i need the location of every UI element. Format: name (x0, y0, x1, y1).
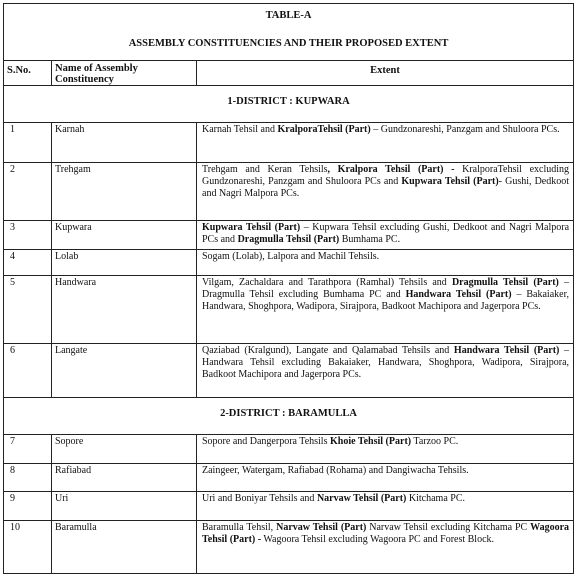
extent-bold-segment: Dragmulla Tehsil (Part) (237, 234, 340, 245)
extent-cell (197, 123, 574, 163)
table-row (4, 163, 574, 221)
extent-cell (197, 521, 574, 574)
district-cell (4, 398, 574, 435)
extent-segment: Qaziabad (Kralgund), Langate and Qalamabad Tehsils and (202, 345, 454, 356)
extent-cell (197, 221, 574, 250)
table-row (4, 250, 574, 276)
table-title-cell (4, 4, 574, 61)
table-title: ASSEMBLY CONSTITUENCIES AND THEIR PROPOSED EXTENT (128, 38, 449, 49)
table-row (4, 221, 574, 250)
constituency-name-cell: Trehgam (52, 163, 197, 221)
table-row (4, 492, 574, 521)
extent-segment: - Gushi, Dedkoot and Nagri Malpora PCs. (202, 176, 570, 199)
extent-segment: Baramulla Tehsil, (202, 522, 277, 533)
district-title: 1-DISTRICT : KUPWARA (227, 96, 350, 107)
sno-cell: 10 (4, 521, 52, 574)
header-sno: S.No. (4, 61, 52, 86)
constituency-name-cell: Uri (52, 492, 197, 521)
extent-bold-segment: Narvaw Tehsil (Part) (316, 493, 407, 504)
extent-bold-segment: Wagoora Tehsil (Part) - (202, 522, 570, 545)
extent-cell (197, 163, 574, 221)
extent-bold-segment: Kupwara Tehsil (Part) (401, 176, 499, 187)
table-row (4, 435, 574, 464)
extent-cell (197, 344, 574, 398)
table-row (4, 521, 574, 574)
sno-cell: 8 (4, 464, 52, 492)
extent-bold-segment: Kupwara Tehsil (Part) (202, 222, 301, 233)
table-row (4, 464, 574, 492)
header-row (4, 61, 574, 86)
table-row (4, 344, 574, 398)
table-row (4, 123, 574, 163)
sno-cell: 3 (4, 221, 52, 250)
sno-cell: 9 (4, 492, 52, 521)
extent-segment: Zaingeer, Watergam, Rafiabad (Rohama) and Dangiwacha Tehsils. (202, 465, 469, 476)
district-row (4, 398, 574, 435)
table-label: TABLE-A (265, 10, 312, 21)
extent-segment: – Bakaiaker, Handwara, Shoghpora, Wadipora, Sirajpora, Badkoot Machipora and Jagerpora PCs. (202, 289, 570, 312)
extent-segment: Uri and Boniyar Tehsils and (202, 493, 317, 504)
district-cell (4, 86, 574, 123)
extent-segment: Karnah Tehsil and (202, 124, 278, 135)
extent-bold-segment: Khoie Tehsil (Part) (329, 436, 412, 447)
extent-segment: – Handwara Tehsil excluding Bakaiaker, Handwara, Shoghpora, Wadipora, Sirajpora, Badkoot Machipora and Jagerpora PCs. (202, 345, 570, 380)
extent-segment: Narvaw Tehsil excluding Kitchama PC (366, 522, 531, 533)
extent-segment: Sogam (Lolab), Lalpora and Machil Tehsils. (202, 251, 380, 262)
district-row (4, 86, 574, 123)
extent-segment: Trehgam and Keran Tehsils (202, 164, 328, 175)
extent-bold-segment: Dragmulla Tehsil (Part) (451, 277, 559, 288)
extent-segment: Bumhama PC. (339, 234, 401, 245)
constituency-name-cell: Rafiabad (52, 464, 197, 492)
document (3, 3, 573, 574)
extent-segment: KralporaTehsil excluding Gundzonareshi, Panzgam and Shuloora PCs and (202, 164, 570, 187)
district-title: 2-DISTRICT : BARAMULLA (220, 408, 357, 419)
sno-cell: 5 (4, 276, 52, 344)
extent-segment: – Kupwara Tehsil excluding Gushi, Dedkoot and Nagri Malpora PCs and (202, 222, 570, 245)
extent-cell (197, 492, 574, 521)
extent-bold-segment: , Kralpora Tehsil (Part) - (327, 164, 455, 175)
extent-bold-segment: Handwara Tehsil (Part) (405, 289, 512, 300)
extent-segment: Wagoora Tehsil excluding Wagoora PC and Forest Block. (261, 534, 495, 545)
sno-cell: 2 (4, 163, 52, 221)
sno-cell: 7 (4, 435, 52, 464)
extent-segment: Tarzoo PC. (411, 436, 459, 447)
extent-segment: – Gundzonareshi, Panzgam and Shuloora PCs. (370, 124, 560, 135)
constituency-name-cell: Kupwara (52, 221, 197, 250)
constituency-name-cell: Lolab (52, 250, 197, 276)
extent-bold-segment: KralporaTehsil (Part) (277, 124, 371, 135)
extent-segment: Sopore and Dangerpora Tehsils (202, 436, 330, 447)
header-name: Name of Assembly Constituency (52, 61, 197, 86)
extent-segment: Vilgam, Zachaldara and Tarathpora (Ramhal) Tehsils and (202, 277, 452, 288)
extent-cell (197, 464, 574, 492)
header-extent: Extent (197, 61, 574, 86)
table-row (4, 276, 574, 344)
extent-segment: Kitchama PC. (406, 493, 465, 504)
extent-segment: – Dragmulla Tehsil excluding Bumhama PC and (202, 277, 570, 300)
constituency-name-cell: Karnah (52, 123, 197, 163)
sno-cell: 1 (4, 123, 52, 163)
sno-cell: 4 (4, 250, 52, 276)
extent-cell (197, 250, 574, 276)
extent-bold-segment: Handwara Tehsil (Part) (453, 345, 560, 356)
constituency-name-cell: Sopore (52, 435, 197, 464)
sno-cell: 6 (4, 344, 52, 398)
extent-bold-segment: Narvaw Tehsil (Part) (276, 522, 367, 533)
constituency-name-cell: Baramulla (52, 521, 197, 574)
extent-cell (197, 276, 574, 344)
extent-cell (197, 435, 574, 464)
constituency-table (3, 3, 574, 574)
constituency-name-cell: Langate (52, 344, 197, 398)
constituency-name-cell: Handwara (52, 276, 197, 344)
